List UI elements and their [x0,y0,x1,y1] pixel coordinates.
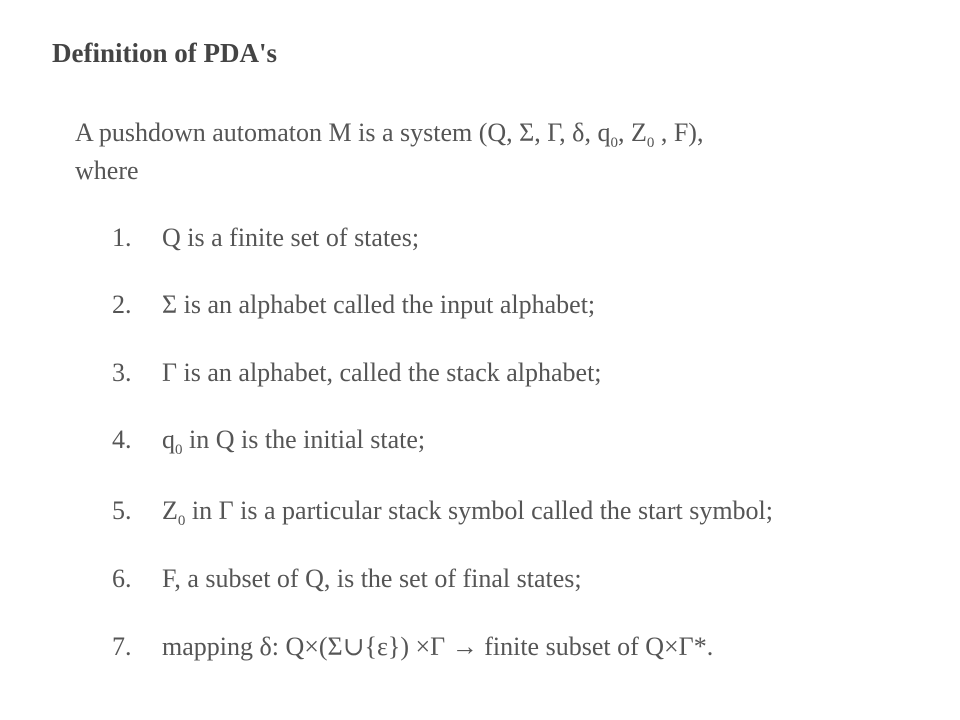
item-number: 2. [112,290,132,319]
slide-title: Definition of PDA's [52,38,277,68]
item-text: mapping δ: Q×(Σ∪{ε}) ×Γ → finite subset of Q×Γ*. [162,632,714,661]
list-item-1 [112,222,419,254]
item-number: 1. [112,223,132,252]
intro-z-subscript: 0 [646,135,655,151]
definition-intro [75,114,895,190]
item-text-end: in Q is the initial state; [182,425,426,454]
item-text: Q is a finite set of states; [162,223,420,252]
item-number: 6. [112,564,132,593]
item-subscript: 0 [175,442,183,458]
list-item-5 [112,495,773,527]
item-text-start: Z [162,496,178,525]
intro-where: where [75,156,139,185]
intro-q-subscript: 0 [610,135,618,151]
item-number: 4. [112,425,132,454]
item-number: 3. [112,358,132,387]
item-text: Σ is an alphabet called the input alphabet; [162,290,596,319]
intro-text-middle: , Z [617,118,647,147]
list-item-2 [112,289,595,321]
item-number: 7. [112,632,132,661]
item-text: Γ is an alphabet, called the stack alphabet; [162,358,602,387]
list-item-3 [112,357,602,389]
list-item-7 [112,631,713,663]
item-number: 5. [112,496,132,525]
intro-text-end: , F), [654,118,704,147]
list-item-4 [112,424,425,456]
list-item-6 [112,563,582,595]
item-text-end: in Γ is a particular stack symbol called the start symbol; [185,496,774,525]
item-text: F, a subset of Q, is the set of final states; [162,564,582,593]
intro-text-start: A pushdown automaton M is a system (Q, Σ, Γ, δ, q [75,118,611,147]
item-subscript: 0 [177,513,186,529]
item-text-start: q [162,425,175,454]
